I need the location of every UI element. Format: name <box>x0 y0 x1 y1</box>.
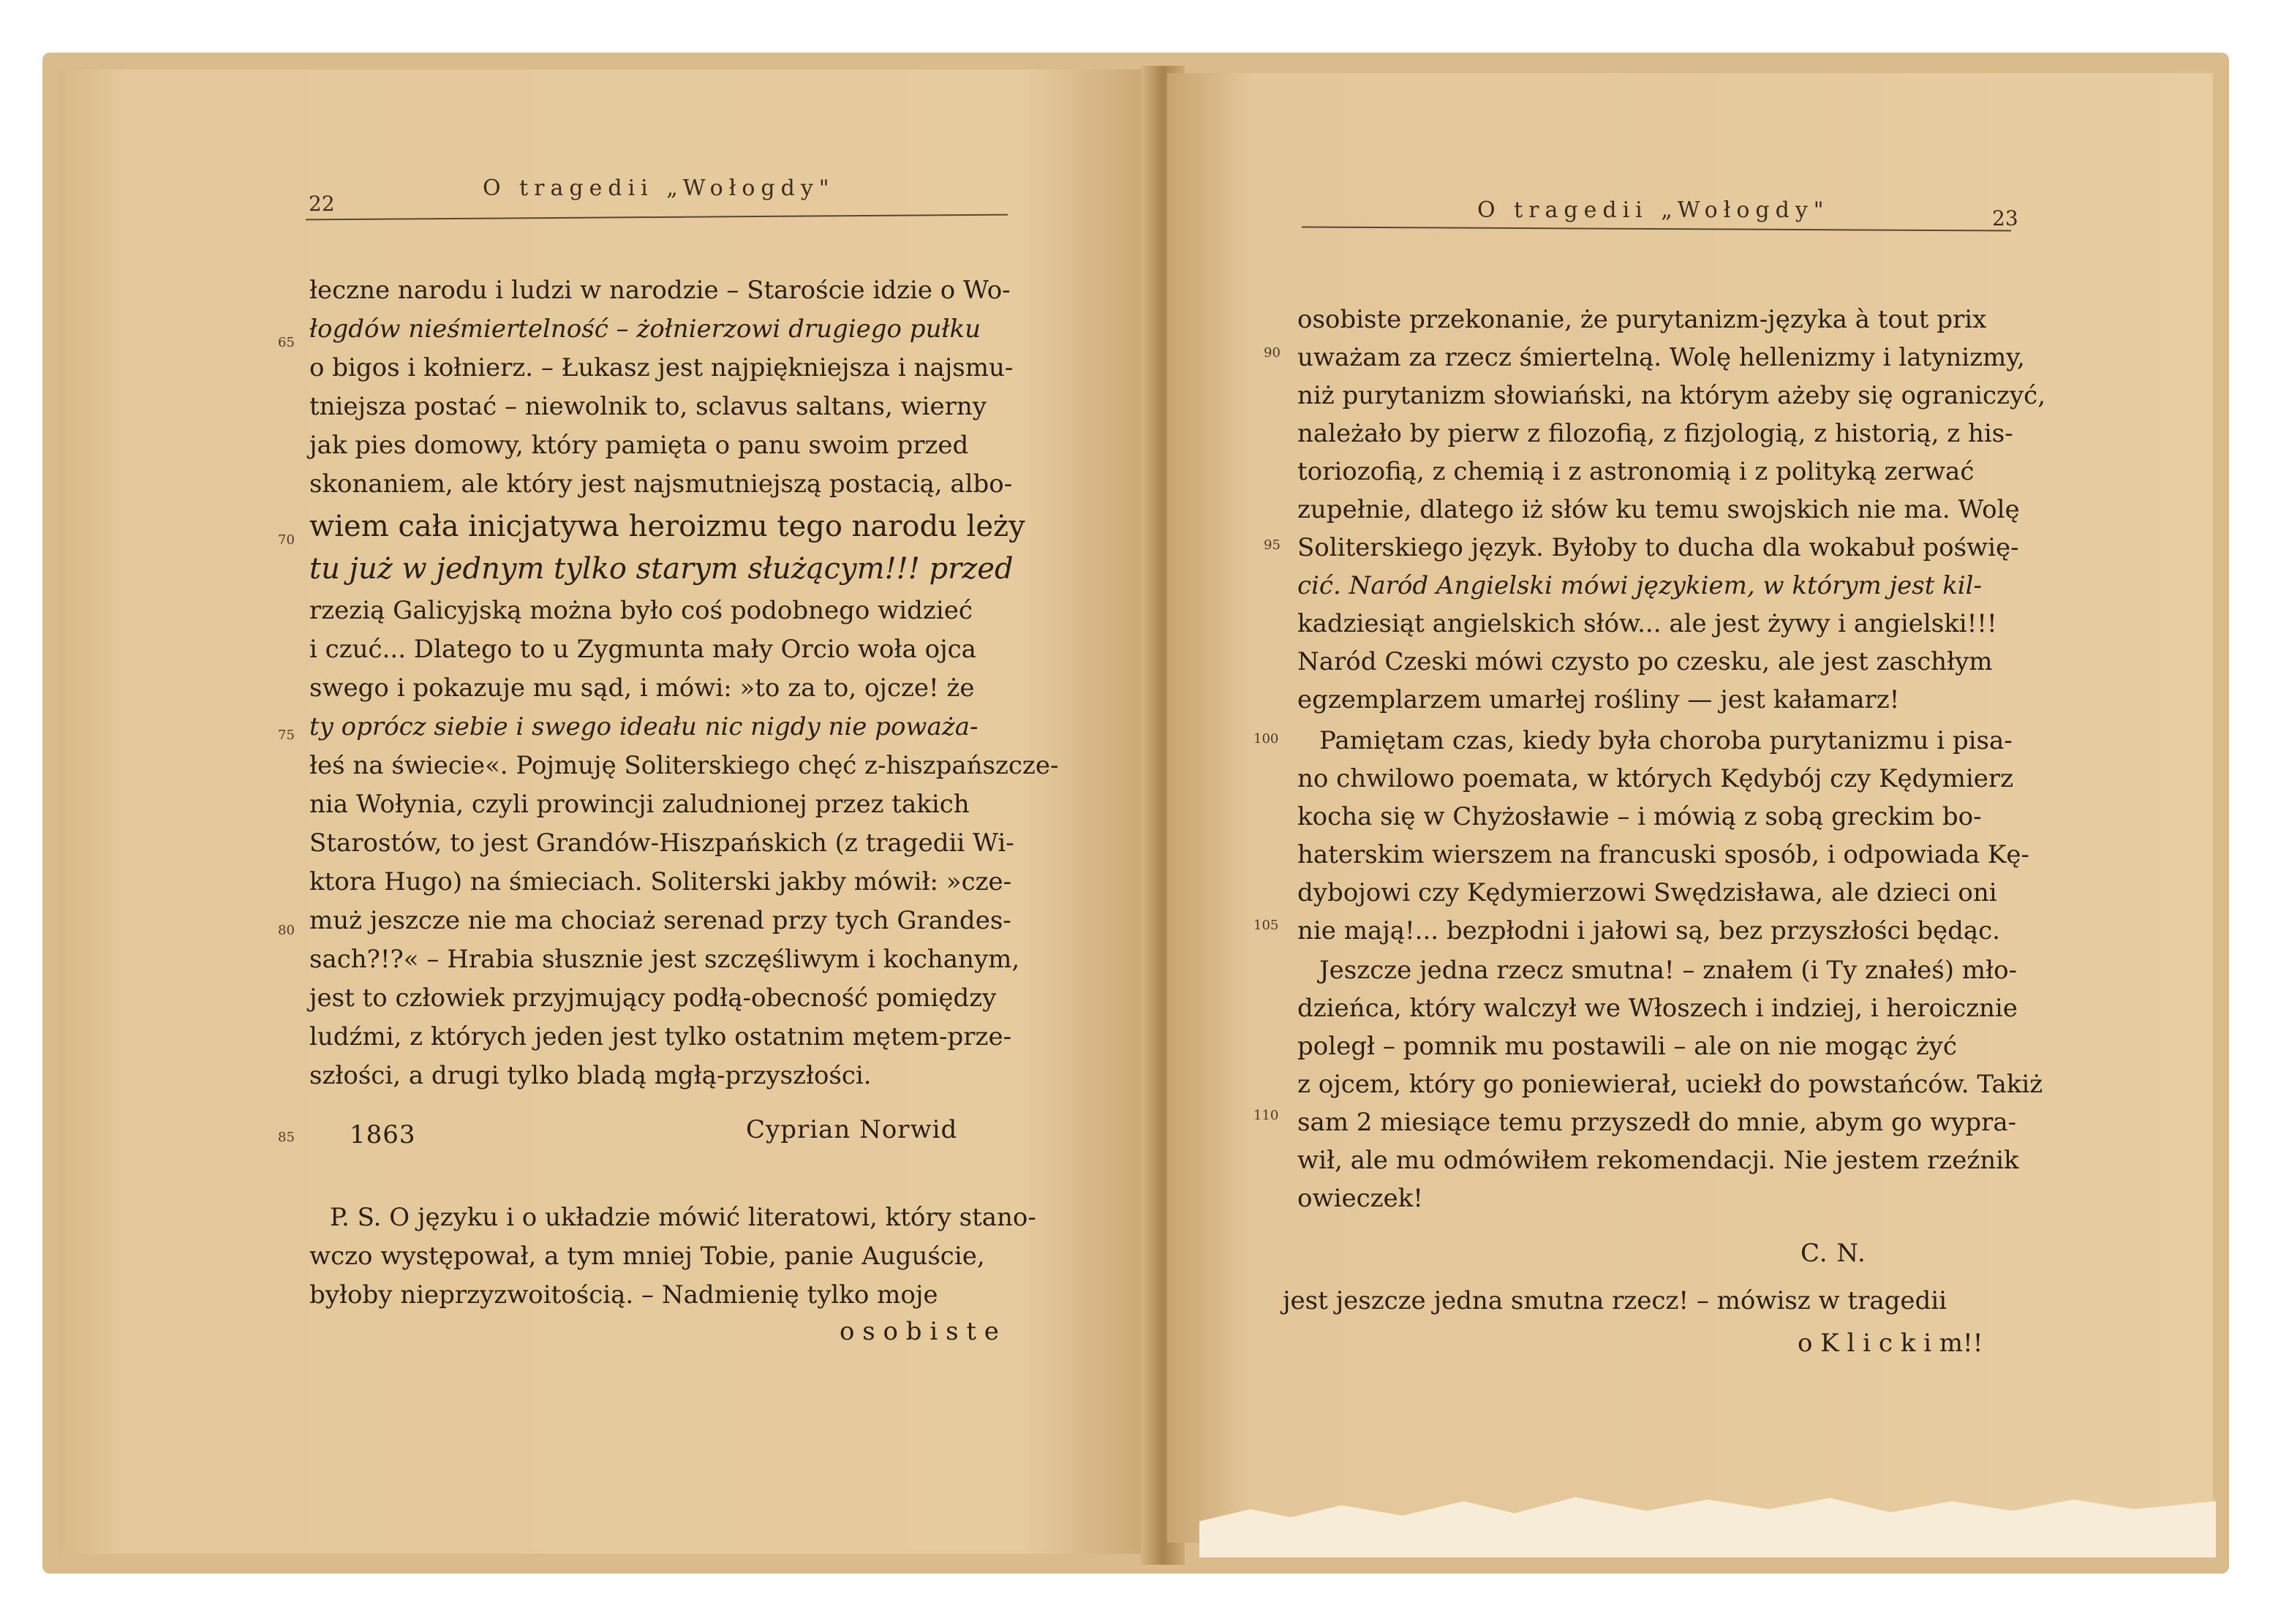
text-line: wiem cała inicjatywa heroizmu tego narodu leży <box>309 510 1025 543</box>
text-line: jak pies domowy, który pamięta o panu swoim przed <box>309 431 969 460</box>
text-line: toriozofią, z chemią i z astronomią i z polityką zerwać <box>1297 457 1975 486</box>
line-number: 85 <box>278 1130 295 1145</box>
right-page-number: 23 <box>1992 206 2018 230</box>
text-line: Naród Czeski mówi czysto po czesku, ale jest zaschłym <box>1297 647 1993 676</box>
text-line: Starostów, to jest Grandów-Hiszpańskich (z tragedii Wi- <box>309 828 1014 858</box>
letter-initials: C. N. <box>1800 1239 1866 1268</box>
text-line: nia Wołynia, czyli prowincji zaludnionej przez takich <box>309 790 970 819</box>
line-number: 80 <box>278 923 295 938</box>
text-line: ktora Hugo) na śmieciach. Soliterski jakby mówił: »cze- <box>309 867 1012 896</box>
text-line: z ojcem, który go poniewierał, uciekł do powstańców. Takiż <box>1297 1070 2043 1099</box>
text-line: szłości, a drugi tylko bladą mgłą-przyszłości. <box>309 1061 872 1090</box>
text-line: łogdów nieśmiertelność – żołnierzowi drugiego pułku <box>309 314 981 344</box>
text-line: łeczne narodu i ludzi w narodzie – Staroście idzie o Wo- <box>309 276 1011 305</box>
text-line: osobiste przekonanie, że purytanizm-języka à tout prix <box>1297 305 1987 334</box>
text-line: egzemplarzem umarłej rośliny — jest kałamarz! <box>1297 685 1900 714</box>
line-number: 90 <box>1264 345 1281 360</box>
text-line: jest to człowiek przyjmujący podłą-obecność pomiędzy <box>309 983 997 1013</box>
line-number: 75 <box>278 728 295 743</box>
text-line: zupełnie, dlatego iż słów ku temu swojskich nie ma. Wolę <box>1297 495 2020 524</box>
letter-author: Cyprian Norwid <box>746 1115 958 1144</box>
ps-line: P. S. O języku i o układzie mówić literatowi, który stano- <box>330 1203 1036 1232</box>
text-line: swego i pokazuje mu sąd, i mówi: »to za to, ojcze! że <box>309 673 975 703</box>
text-line: ty oprócz siebie i swego ideału nic nigdy nie poważa- <box>309 712 978 741</box>
text-line: sach?!?« – Hrabia słusznie jest szczęśliwym i kochanym, <box>309 945 1020 974</box>
text-line: tu już w jednym tylko starym służącym!!! przed <box>309 552 1014 586</box>
text-line: niż purytanizm słowiański, na którym ażeby się ograniczyć, <box>1297 381 2046 410</box>
text-line: ludźmi, z których jeden jest tylko ostatnim mętem-prze- <box>309 1022 1012 1051</box>
text-line: Jeszcze jedna rzecz smutna! – znałem (i Ty znałeś) mło- <box>1319 956 2018 985</box>
text-line: o bigos i kołnierz. – Łukasz jest najpiękniejsza i najsmu- <box>309 353 1014 382</box>
text-line: nie mają!... bezpłodni i jałowi są, bez przyszłości będąc. <box>1297 916 2000 945</box>
line-number: 65 <box>278 335 295 350</box>
text-line: rzezią Galicyjską można było coś podobnego widzieć <box>309 596 973 625</box>
text-line: kocha się w Chyżosławie – i mówią z sobą greckim bo- <box>1297 802 1982 831</box>
text-line: muż jeszcze nie ma chociaż serenad przy tych Grandes- <box>309 906 1011 935</box>
text-line: dybojowi czy Kędymierzowi Swędzisława, ale dzieci oni <box>1297 878 1997 907</box>
text-line: wił, ale mu odmówiłem rekomendacji. Nie jestem rzeźnik <box>1297 1146 2019 1175</box>
ps-line: byłoby nieprzyzwoitością. – Nadmienię tylko moje <box>309 1280 938 1310</box>
text-line: haterskim wierszem na francuski sposób, i odpowiada Kę- <box>1297 840 2029 869</box>
text-line: no chwilowo poemata, w których Kędybój czy Kędymierz <box>1297 764 2014 793</box>
left-running-head: O tragedii „Wołogdy" <box>483 175 835 201</box>
line-number: 95 <box>1264 537 1281 553</box>
text-line: Pamiętam czas, kiedy była choroba purytanizmu i pisa- <box>1319 726 2013 755</box>
text-line: dzieńca, który walczył we Włoszech i indziej, i heroicznie <box>1297 994 2018 1023</box>
text-line: łeś na świecie«. Pojmuję Soliterskiego chęć z-hiszpańszcze- <box>309 751 1059 780</box>
text-line: uważam za rzecz śmiertelną. Wolę hellenizmy i latynizmy, <box>1297 343 2025 372</box>
left-page-number: 22 <box>309 192 335 216</box>
line-number: 105 <box>1253 918 1279 933</box>
right-running-head: O tragedii „Wołogdy" <box>1477 197 1830 223</box>
text-line: cić. Naród Angielski mówi językiem, w którym jest kil- <box>1297 571 1983 600</box>
text-line: owieczek! <box>1297 1184 1423 1213</box>
text-line: tniejsza postać – niewolnik to, sclavus saltans, wierny <box>309 392 987 421</box>
line-number: 110 <box>1253 1108 1279 1123</box>
text-line: sam 2 miesiące temu przyszedł do mnie, abym go wypra- <box>1297 1108 2017 1137</box>
letter-date: 1863 <box>350 1120 416 1149</box>
text-line: należało by pierw z filozofią, z fizjologią, z historią, z his- <box>1297 419 2013 448</box>
ps-line: o s o b i s t e <box>840 1317 999 1346</box>
closing-line: jest jeszcze jedna smutna rzecz! – mówisz w tragedii <box>1283 1286 1947 1315</box>
text-line: i czuć... Dlatego to u Zygmunta mały Orcio woła ojca <box>309 635 976 664</box>
ps-line: wczo występował, a tym mniej Tobie, panie Auguście, <box>309 1242 985 1271</box>
line-number: 100 <box>1253 731 1279 747</box>
text-line: kadziesiąt angielskich słów... ale jest żywy i angielski!!! <box>1297 609 1997 638</box>
line-number: 70 <box>278 532 295 548</box>
text-line: poległ – pomnik mu postawili – ale on nie mogąc żyć <box>1297 1032 1957 1061</box>
closing-line: o K l i c k i m!! <box>1798 1329 1983 1358</box>
text-line: skonaniem, ale który jest najsmutniejszą postacią, albo- <box>309 469 1013 499</box>
text-line: Soliterskiego język. Byłoby to ducha dla wokabuł poświę- <box>1297 533 2019 562</box>
